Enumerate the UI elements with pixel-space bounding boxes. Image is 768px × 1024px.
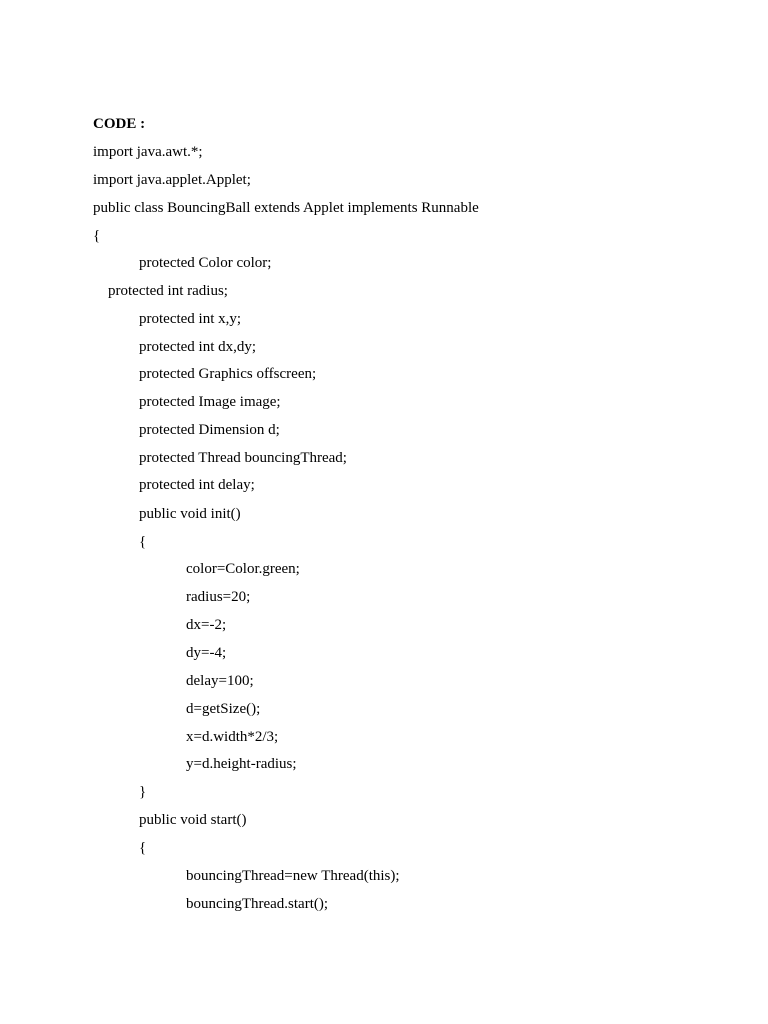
- code-line: dx=-2;: [186, 617, 227, 633]
- code-heading: CODE :: [93, 116, 146, 132]
- code-line: protected Color color;: [139, 255, 272, 271]
- code-line: dy=-4;: [186, 645, 227, 661]
- code-line: public class BouncingBall extends Applet implements Runnable: [93, 200, 479, 216]
- code-line: protected int x,y;: [139, 311, 242, 327]
- code-line: y=d.height-radius;: [186, 756, 297, 772]
- code-line: radius=20;: [186, 589, 251, 605]
- code-line: color=Color.green;: [186, 561, 300, 577]
- code-line: protected Image image;: [139, 394, 281, 410]
- code-line: import java.awt.*;: [93, 144, 203, 160]
- code-line: protected Graphics offscreen;: [139, 366, 317, 382]
- code-line: x=d.width*2/3;: [186, 729, 279, 745]
- code-line: protected Thread bouncingThread;: [139, 450, 347, 466]
- code-line: }: [139, 784, 147, 800]
- code-line: import java.applet.Applet;: [93, 172, 251, 188]
- code-line: d=getSize();: [186, 701, 261, 717]
- code-line: protected int radius;: [108, 283, 228, 299]
- code-line: bouncingThread=new Thread(this);: [186, 868, 400, 884]
- code-line: protected int dx,dy;: [139, 339, 257, 355]
- code-line: public void start(): [139, 812, 247, 828]
- code-line: protected int delay;: [139, 477, 255, 493]
- code-line: protected Dimension d;: [139, 422, 280, 438]
- code-line: {: [93, 228, 101, 244]
- code-line: delay=100;: [186, 673, 254, 689]
- code-line: {: [139, 534, 147, 550]
- code-line: bouncingThread.start();: [186, 896, 329, 912]
- code-line: public void init(): [139, 506, 241, 522]
- code-line: {: [139, 840, 147, 856]
